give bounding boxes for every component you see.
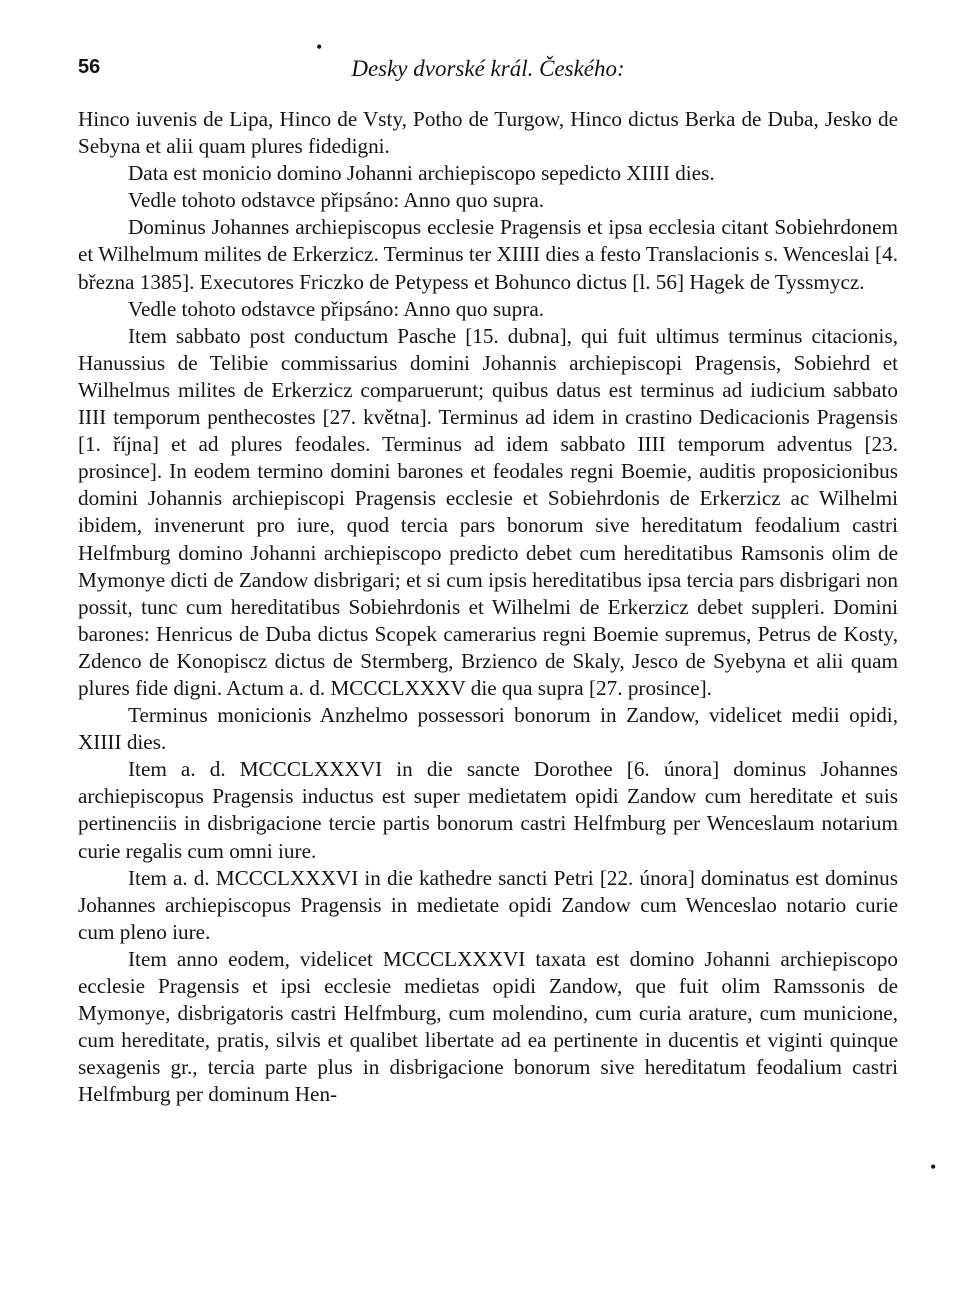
margin-dot-right: • bbox=[930, 1157, 937, 1177]
page-number: 56 bbox=[78, 56, 101, 78]
paragraph-4: Item sabbato post conductum Pasche [15. dubna], qui fuit ultimus terminus citacionis, Hanussius de Telibie commissarius domini Johannis archiepiscopi Pragensis, Sobiehrd et Wilhelmus milites de Erkerzicz comparuerunt; quibus datus est terminus ad iudicium sabbato IIII temporum penthecostes [27. května]. Terminus ad idem in crastino Dedicacionis Pragensis [1. října] et ad plures feodales. Terminus ad idem sabbato IIII temporum adventus [23. prosince]. In eodem termino domini barones et feodales regni Boemie, auditis proposicionibus domini Johannis archiepiscopi Pragensis ecclesie et Sobiehrdonis de Erkerzicz ac Wilhelmi ibidem, invenerunt pro iure, quod tercia pars bonorum sive hereditatum feodalium castri Helfmburg domino Johanni archiepiscopo predicto debet cum hereditatibus Ramsonis olim de Mymonye dicti de Zandow disbrigari; et si cum ipsis hereditatibus ipsa tercia pars disbrigari non possit, tunc cum hereditatibus Sobiehrdonis et Wilhelmi de Erkerzicz debet suppleri. Domini barones: Henricus de Duba dictus Scopek camerarius regni Boemie supremus, Petrus de Kosty, Zdenco de Konopiscz dictus de Stermberg, Brzienco de Skaly, Jesco de Syebyna et alii quam plures fide digni. Actum a. d. MCCCLXXXV die qua supra [27. prosince]. bbox=[78, 323, 898, 700]
margin-note-1: Vedle tohoto odstavce připsáno: Anno quo supra. bbox=[128, 188, 545, 213]
paragraph-3: Dominus Johannes archiepiscopus ecclesie Pragensis et ipsa ecclesia citant Sobiehrdonem et Wilhelmum milites de Erkerzicz. Terminus ter XIIII dies a festo Translacionis s. Wenceslai [4. března 1385]. Executores Friczko de Petypess et Bohunco dictus [l. 56] Hagek de Tyssmycz. bbox=[78, 215, 898, 294]
paragraph-1: Hinco iuvenis de Lipa, Hinco de Vsty, Potho de Turgow, Hinco dictus Berka de Duba, Jesko de Sebyna et alii quam plures fidedigni. bbox=[78, 107, 898, 159]
paragraph-2: Data est monicio domino Johanni archiepiscopo sepedicto XIIII dies. bbox=[128, 161, 715, 186]
running-title: Desky dvorské král. Českého: bbox=[351, 56, 625, 81]
paragraph-5: Terminus monicionis Anzhelmo possessori bonorum in Zandow, videlicet medii opidi, XIIII dies. bbox=[78, 703, 898, 755]
page-header bbox=[78, 56, 898, 90]
paragraph-8: Item anno eodem, videlicet MCCCLXXXVI taxata est domino Johanni archiepiscopo ecclesie Pragensis et ipsi ecclesie medietas opidi Zandow, que fuit olim Ramssonis de Mymonye, disbrigatoris castri Helfmburg, cum molendino, cum curia arature, cum municione, cum hereditate, pratis, silvis et qualibet libertate ad ea pertinente in ducentis et viginti quinque sexagenis gr., tercia parte plus in disbrigacione bonorum sive hereditatum feodalium castri Helfmburg per dominum Hen- bbox=[78, 946, 898, 1107]
margin-dot-top: • bbox=[316, 37, 323, 57]
paragraph-7: Item a. d. MCCCLXXXVI in die kathedre sancti Petri [22. února] dominatus est dominus Johannes archiepiscopus Pragensis in medietate opidi Zandow cum Wenceslao notario curie cum pleno iure. bbox=[78, 865, 898, 944]
paragraph-6: Item a. d. MCCCLXXXVI in die sancte Dorothee [6. února] dominus Johannes archiepiscopus Pragensis inductus est super medietatem opidi Zandow cum hereditate et suis pertinenciis in disbrigacione tercie partis bonorum castri Helfmburg per Wenceslaum notarium curie regalis cum omni iure. bbox=[78, 757, 898, 863]
body-text bbox=[78, 106, 898, 1108]
margin-note-2: Vedle tohoto odstavce připsáno: Anno quo supra. bbox=[128, 296, 545, 321]
